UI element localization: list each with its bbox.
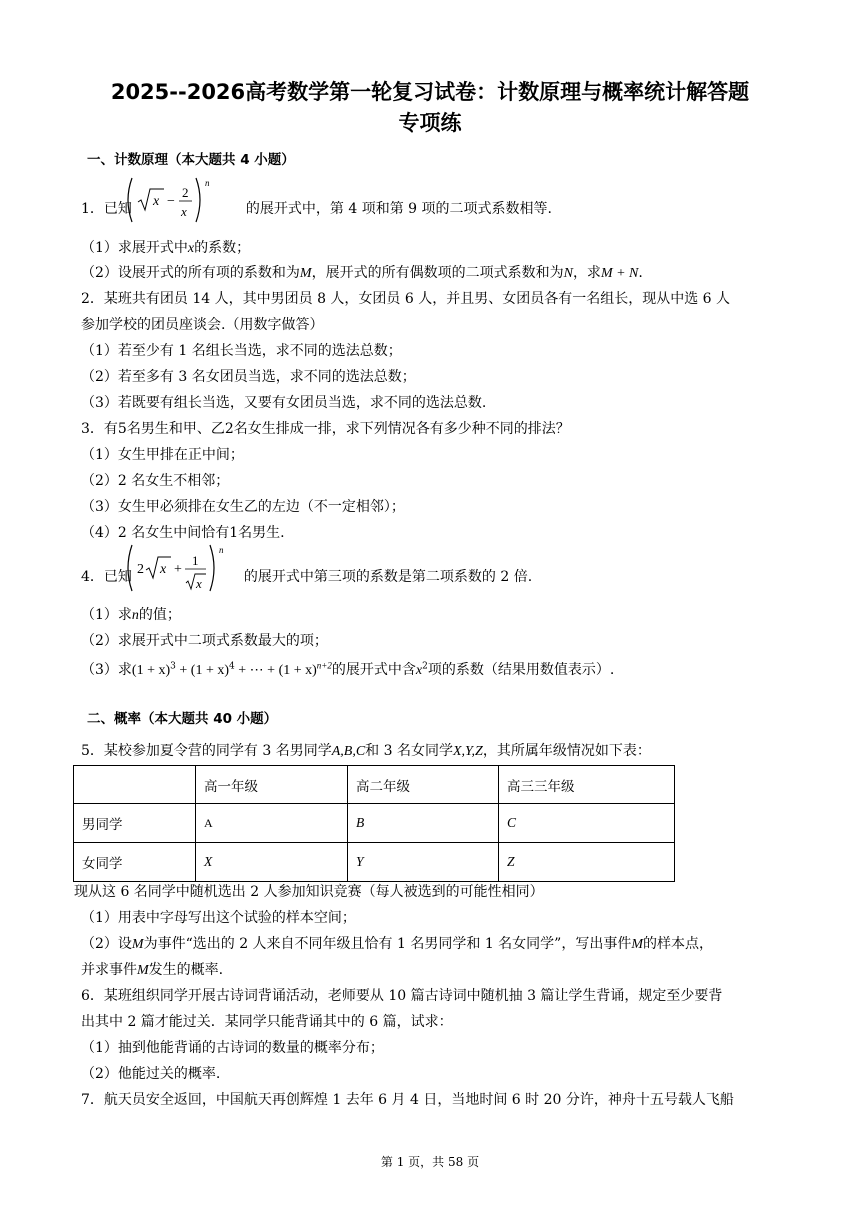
question-2-line-2: 参加学校的团员座谈会.（用数字做答） [81, 317, 324, 333]
q1-part2-text-c: ，求 [572, 265, 601, 281]
q4-part3-var: x [415, 663, 423, 678]
question-2-part-1: （1）若至少有 1 名组长当选，求不同的选法总数； [81, 343, 402, 359]
q4-plus: + [174, 562, 182, 577]
q1-part2-N: N [563, 266, 573, 281]
q5-part2-M: M [131, 937, 144, 952]
question-3-line-1: 3．有5名男生和甲、乙2名女生排成一排，求下列情况各有多少种不同的排法？ [81, 421, 570, 437]
question-4-prefix: 4．已知 [81, 569, 132, 585]
q4-part3-exp2: 4 [229, 661, 235, 672]
question-2-part-3: （3）若既要有组长当选，又要有女团员当选，求不同的选法总数. [81, 395, 487, 411]
question-3-part-3: （3）女生甲必须排在女生乙的左边（不一定相邻）； [81, 499, 405, 515]
q4-part1-var: n [131, 608, 139, 623]
q5-part2-line2-b: 发生的概率. [148, 962, 224, 978]
table-cell: Z [499, 843, 675, 882]
table-header-cell: 高二年级 [348, 766, 499, 804]
q5-girls-letters: X,Y,Z [452, 744, 483, 759]
q5-text-b: 和 3 名女同学 [365, 743, 453, 759]
question-1-binomial-expression [122, 176, 236, 226]
q4-coefficient: 2 [137, 562, 144, 577]
question-2-line-1: 2．某班共有团员 14 人，其中男团员 8 人，女团员 6 人，并且男、女团员各有一名组长，现从中选 6 人 [81, 291, 731, 307]
q1-sqrt-radicand: x [153, 194, 160, 209]
document-title-line1: 2025--2026高考数学第一轮复习试卷：计数原理与概率统计解答题 [110, 80, 750, 104]
question-4-suffix: 的展开式中第三项的系数是第二项系数的 2 倍. [243, 569, 533, 585]
q4-part3-plus2: + ⋯ + [234, 663, 279, 678]
table-header-cell: 高三三年级 [499, 766, 675, 804]
question-6-part-2: （2）他能过关的概率. [81, 1066, 221, 1082]
q4-part3-exp3: n+2 [316, 660, 332, 671]
table-cell: C [499, 804, 675, 843]
q5-part2-M3: M [137, 963, 149, 978]
table-cell: X [196, 843, 348, 882]
q4-part3-plus1: + [175, 663, 191, 678]
question-5-part-2-cont [81, 959, 223, 979]
page-footer: 第 1 页，共 58 页 [380, 1155, 480, 1169]
table-cell: 男同学 [74, 804, 196, 843]
q1-part2-text-b: ，展开式的所有偶数项的二项式系数和为 [311, 265, 564, 281]
table-cell: 女同学 [74, 843, 196, 882]
q5-part2-text-c: 的样本点， [643, 936, 714, 952]
q4-part3-term1: (1 + x) [131, 663, 171, 678]
question-5-line-2: 现从这 6 名同学中随机选出 2 人参加知识竞赛（每人被选到的可能性相同） [74, 884, 544, 900]
table-row [74, 804, 675, 843]
document-title-line2: 专项练 [398, 111, 462, 135]
question-4-binomial-expression [122, 543, 234, 595]
q4-exponent: n [219, 545, 224, 555]
question-4-part-3 [81, 659, 614, 679]
q4-part3-term3: (1 + x) [278, 663, 317, 678]
q5-text-a: 5．某校参加夏令营的同学有 3 名男同学 [81, 743, 332, 759]
q4-part3-text-c: 项的系数（结果用数值表示）. [427, 662, 615, 678]
q4-part1-text-b: 的值； [138, 607, 181, 623]
question-1-suffix: 的展开式中，第 4 项和第 9 项的二项式系数相等. [245, 201, 552, 217]
table-header-cell: 高一年级 [196, 766, 348, 804]
q5-part2-text-a: （2）设 [81, 936, 132, 952]
table-cell: Y [348, 843, 499, 882]
q1-part2-M: M [299, 266, 312, 281]
question-4-part-1 [81, 604, 181, 624]
q5-part2-text-b: 为事件“选出的 2 人来自不同年级且恰有 1 名男同学和 1 名女同学”，写出事件 [143, 936, 632, 952]
q1-fraction-numerator: 2 [182, 185, 189, 200]
q1-part2-text-a: （2）设展开式的所有项的系数和为 [81, 265, 300, 281]
table-cell: B [348, 804, 499, 843]
question-5-part-2 [81, 933, 713, 953]
q4-part3-text-b: 的展开式中含 [331, 662, 416, 678]
question-1-part-2 [81, 262, 643, 282]
question-3-part-1: （1）女生甲排在正中间； [81, 447, 244, 463]
table-row [74, 843, 675, 882]
section-heading-counting: 一、计数原理（本大题共 4 小题） [87, 152, 295, 168]
question-5-line-1 [81, 740, 651, 760]
question-6-line-1: 6．某班组织同学开展古诗词背诵活动，老师要从 10 篇古诗词中随机抽 3 篇让学生背诵，规定至少要背 [81, 988, 723, 1004]
q4-part1-text-a: （1）求 [81, 607, 132, 623]
q4-part3-text-a: （3）求 [81, 662, 132, 678]
grade-table [73, 765, 675, 882]
q5-boys-letters: A,B,C [331, 744, 366, 759]
q4-part3-var-exp: 2 [422, 661, 428, 672]
q1-part2-end: . [638, 265, 643, 281]
q1-part1-text-b: 的系数； [194, 240, 251, 256]
question-3-part-4: （4）2 名女生中间恰有1名男生. [81, 525, 285, 541]
question-7-line-1: 7．航天员安全返回，中国航天再创辉煌 1 去年 6 月 4 日，当地时间 6 时 20 分许，神舟十五号载人飞船 [81, 1092, 734, 1108]
question-1-prefix: 1．已知 [81, 201, 132, 217]
section-heading-probability: 二、概率（本大题共 40 小题） [87, 711, 278, 727]
question-4-part-2: （2）求展开式中二项式系数最大的项； [81, 633, 328, 649]
q5-text-c: ，其所属年级情况如下表： [482, 743, 651, 759]
question-1-part-1 [81, 237, 250, 257]
q4-part3-term2: (1 + x) [190, 663, 230, 678]
question-2-part-2: （2）若至多有 3 名女团员当选，求不同的选法总数； [81, 369, 416, 385]
q4-fraction-numerator: 1 [192, 553, 199, 568]
table-header-row [74, 766, 675, 804]
question-6-line-2: 出其中 2 篇才能过关．某同学只能背诵其中的 6 篇，试求： [81, 1014, 453, 1030]
q5-part2-M2: M [631, 937, 644, 952]
q1-part1-var: x [187, 241, 195, 256]
q1-exponent: n [205, 178, 210, 188]
table-header-cell [74, 766, 196, 804]
q1-part1-text-a: （1）求展开式中 [81, 240, 188, 256]
q4-sqrt1-radicand: x [160, 562, 167, 577]
question-6-part-1: （1）抽到他能背诵的古诗词的数量的概率分布； [81, 1040, 384, 1056]
q4-sqrt2-radicand: x [196, 576, 202, 591]
question-5-part-1: （1）用表中字母写出这个试验的样本空间； [81, 910, 356, 926]
question-3-part-2: （2）2 名女生不相邻； [81, 473, 230, 489]
q5-part2-line2-a: 并求事件 [81, 962, 137, 978]
q1-minus: − [167, 194, 175, 209]
q1-part2-expr: M + N [600, 266, 639, 281]
q1-fraction-denominator: x [181, 204, 187, 219]
table-cell: A [196, 804, 348, 843]
q4-part3-exp1: 3 [170, 661, 176, 672]
